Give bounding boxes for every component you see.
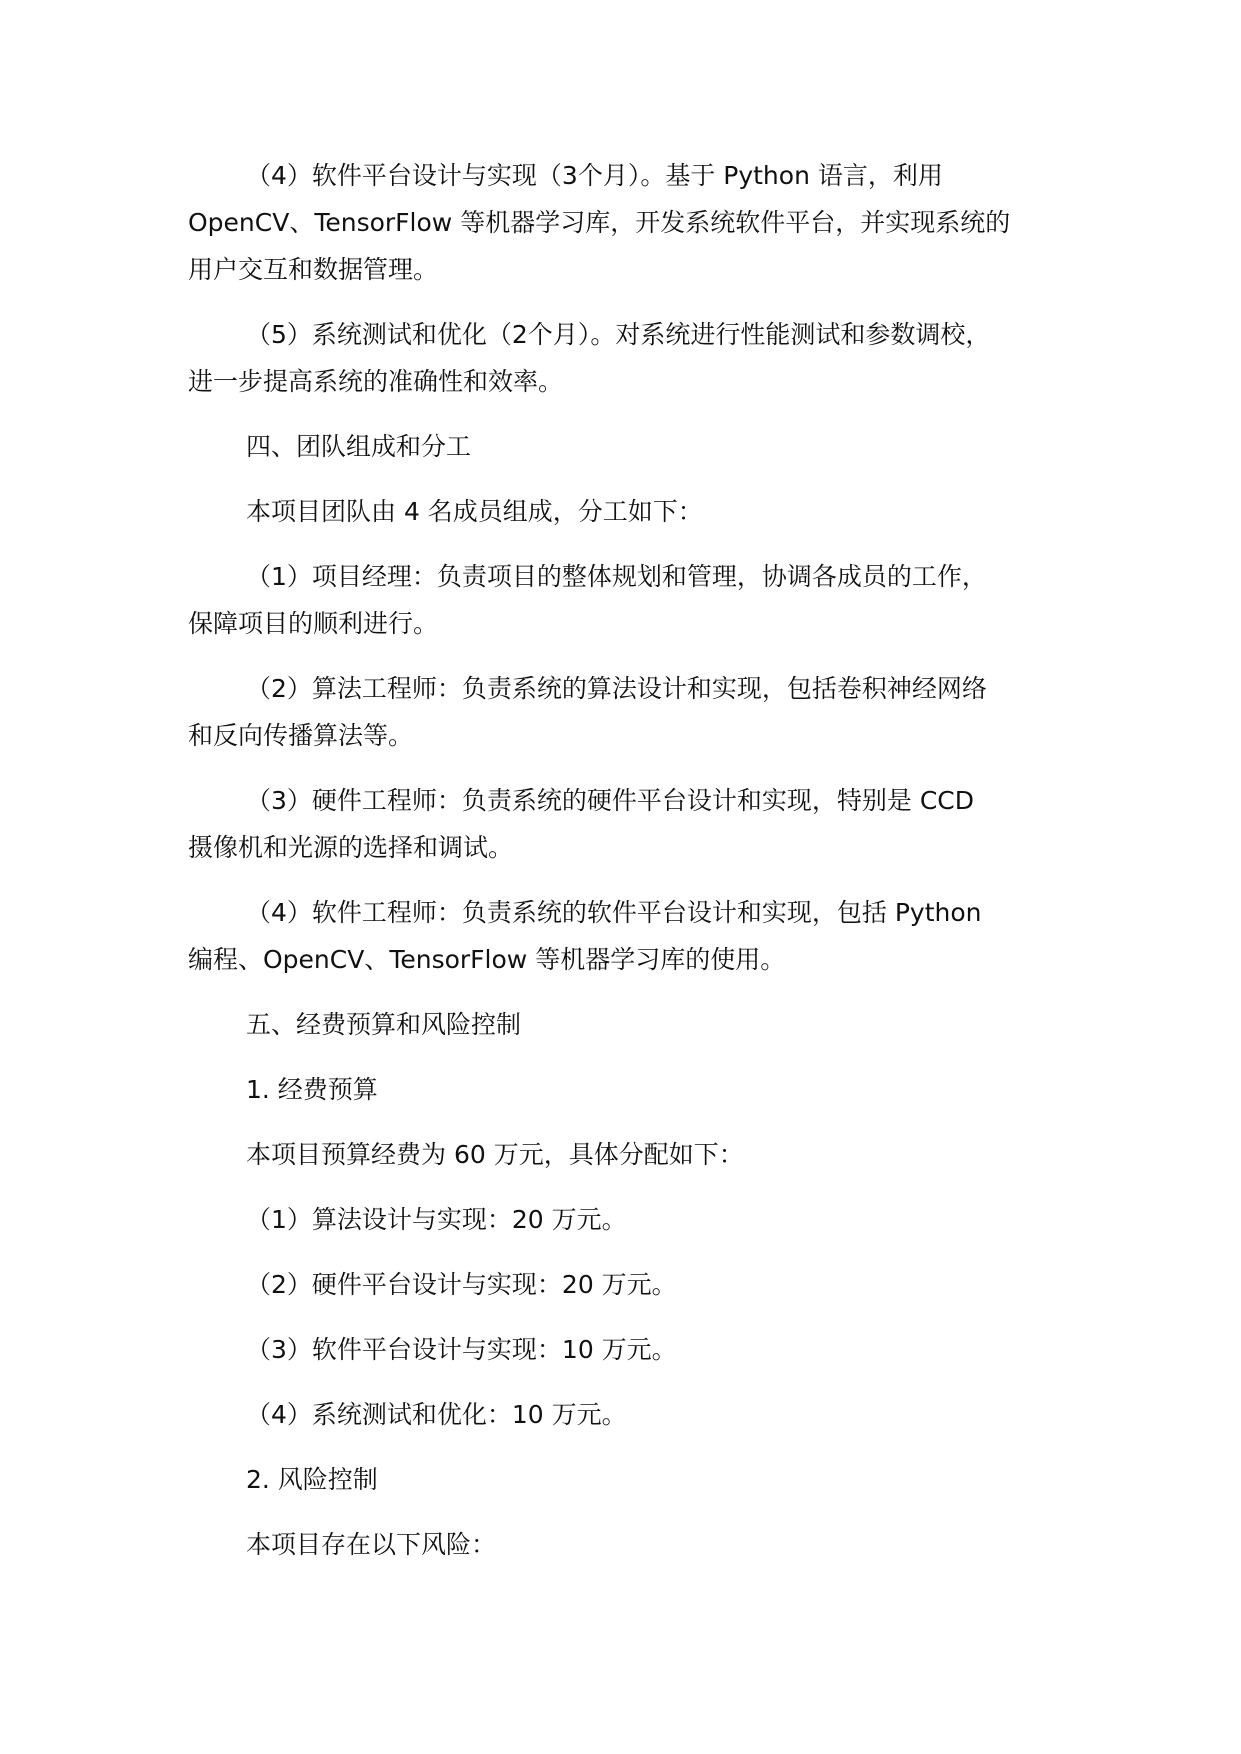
- paragraph-line: 本项目预算经费为 60 万元，具体分配如下：: [246, 1140, 744, 1169]
- paragraph-line: 本项目团队由 4 名成员组成，分工如下：: [246, 497, 703, 526]
- paragraph-line: 编程、OpenCV、TensorFlow 等机器学习库的使用。: [188, 945, 786, 974]
- list-item: （2）硬件平台设计与实现：20 万元。: [246, 1270, 677, 1299]
- paragraph-line: （5）系统测试和优化（2个月）。对系统进行性能测试和参数调校，: [246, 320, 991, 349]
- paragraph-line: （3）硬件工程师：负责系统的硬件平台设计和实现，特别是 CCD: [246, 786, 975, 815]
- section-heading: 四、团队组成和分工: [246, 432, 472, 461]
- paragraph-line: （2）算法工程师：负责系统的算法设计和实现，包括卷积神经网络: [246, 674, 987, 703]
- paragraph-line: （4）软件工程师：负责系统的软件平台设计和实现，包括 Python: [246, 898, 982, 927]
- paragraph-line: （1）项目经理：负责项目的整体规划和管理，协调各成员的工作，: [246, 562, 987, 591]
- paragraph-line: OpenCV、TensorFlow 等机器学习库，开发系统软件平台，并实现系统的: [188, 208, 1011, 237]
- list-item: （3）软件平台设计与实现：10 万元。: [246, 1335, 677, 1364]
- list-item: （4）系统测试和优化：10 万元。: [246, 1400, 627, 1429]
- paragraph-line: 和反向传播算法等。: [188, 721, 414, 750]
- paragraph-line: 进一步提高系统的准确性和效率。: [188, 367, 564, 396]
- paragraph-line: 保障项目的顺利进行。: [188, 609, 439, 638]
- subsection-heading: 1. 经费预算: [246, 1075, 378, 1104]
- paragraph-line: （4）软件平台设计与实现（3个月）。基于 Python 语言，利用: [246, 161, 943, 190]
- section-heading: 五、经费预算和风险控制: [246, 1010, 522, 1039]
- paragraph-line: 摄像机和光源的选择和调试。: [188, 833, 514, 862]
- paragraph-line: 本项目存在以下风险：: [246, 1530, 497, 1559]
- subsection-heading: 2. 风险控制: [246, 1465, 378, 1494]
- paragraph-line: 用户交互和数据管理。: [188, 255, 439, 284]
- list-item: （1）算法设计与实现：20 万元。: [246, 1205, 627, 1234]
